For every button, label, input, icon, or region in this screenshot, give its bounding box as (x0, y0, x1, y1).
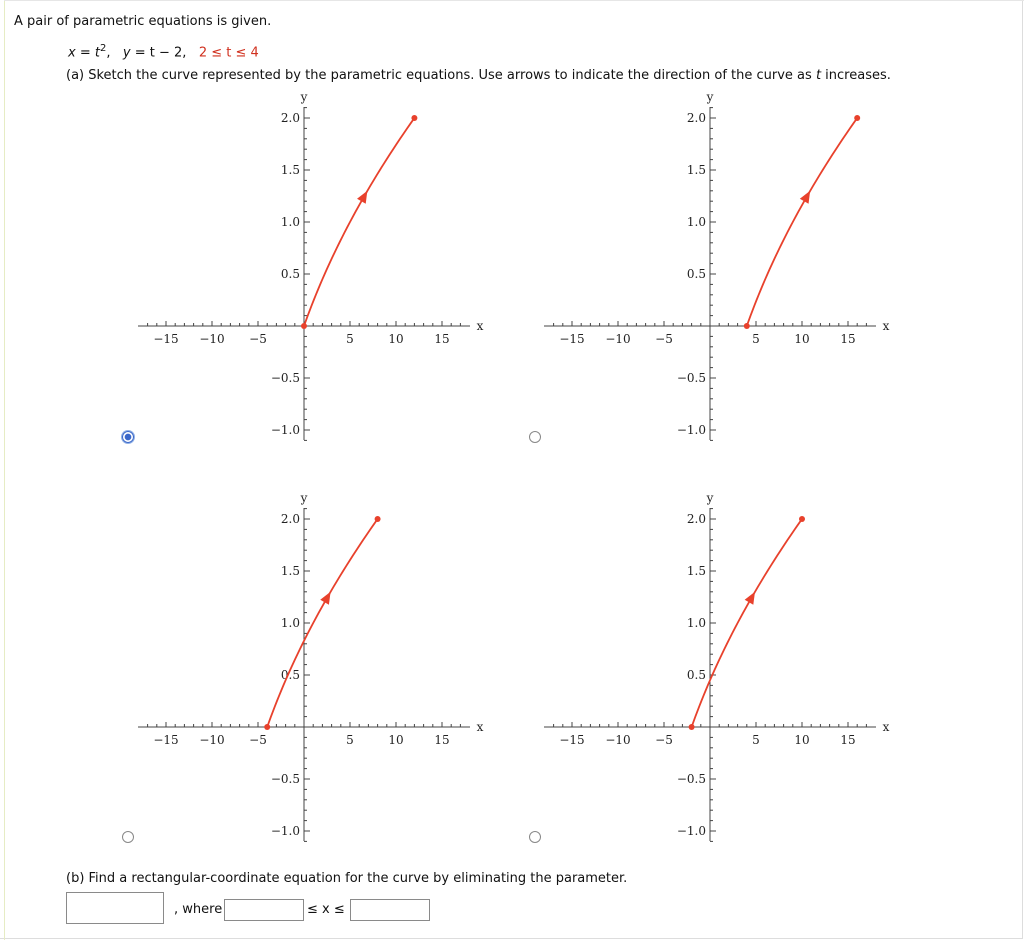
problem-intro: A pair of parametric equations is given. (14, 14, 272, 29)
x-axis-label: x (476, 319, 484, 333)
y-tick-label: −0.5 (676, 371, 706, 385)
x-tick-label: 15 (840, 733, 856, 747)
end-point (375, 516, 381, 522)
x-tick-label: 10 (794, 332, 810, 346)
x-axis-label: x (882, 319, 890, 333)
parametric-equations: $x = t^2$, y = t − 2, 2 ≤ t ≤ 4 (68, 43, 259, 61)
curve (304, 118, 414, 326)
eq-y-lhs: y (122, 45, 131, 61)
y-tick-label: 1.5 (280, 163, 300, 177)
y-tick-label: −1.0 (676, 423, 706, 437)
y-axis-label: y (300, 491, 308, 505)
x-tick-label: 5 (346, 332, 354, 346)
y-tick-label: 1.0 (686, 215, 706, 229)
y-tick-label: −0.5 (270, 371, 300, 385)
leq-label: ≤ x ≤ (307, 902, 345, 917)
x-tick-label: −10 (605, 733, 631, 747)
y-tick-label: −1.0 (270, 423, 300, 437)
y-tick-label: 0.5 (280, 668, 300, 682)
x-tick-label: 5 (752, 332, 760, 346)
y-tick-label: 2.0 (280, 111, 300, 125)
part-a-prompt (66, 68, 891, 83)
part-b-prompt: (b) Find a rectangular-coordinate equation for the curve by eliminating the parameter. (66, 871, 628, 886)
x-tick-label: 10 (388, 733, 404, 747)
graph-option-4 (536, 486, 896, 851)
x-tick-label: 15 (434, 733, 450, 747)
x-upper-bound-input[interactable] (350, 899, 430, 921)
radio-option-2[interactable] (529, 431, 541, 443)
part-a-var: t (815, 68, 822, 83)
x-tick-label: −15 (153, 332, 179, 346)
graph-option-1 (130, 85, 490, 450)
x-tick-label: 15 (434, 332, 450, 346)
y-tick-label: 2.0 (686, 512, 706, 526)
x-axis-label: x (882, 720, 890, 734)
y-tick-label: 0.5 (686, 267, 706, 281)
start-point (264, 724, 270, 730)
y-tick-label: 1.0 (686, 616, 706, 630)
radio-option-1[interactable] (122, 431, 134, 443)
y-tick-label: −1.0 (676, 824, 706, 838)
radio-option-3[interactable] (122, 831, 134, 843)
eq-x-lhs: x (68, 45, 76, 61)
x-tick-label: −10 (605, 332, 631, 346)
graph-option-2 (536, 85, 896, 450)
part-a-text: (a) Sketch the curve represented by the parametric equations. Use arrows to indicate the direction of the curve as (66, 68, 816, 83)
top-divider (4, 0, 1024, 1)
x-tick-label: −10 (199, 332, 225, 346)
y-tick-label: 1.0 (280, 215, 300, 229)
x-tick-label: −15 (559, 733, 585, 747)
eq-x-exponent: 2 (99, 43, 107, 54)
direction-arrow (745, 592, 755, 605)
x-lower-bound-input[interactable] (224, 899, 304, 921)
x-tick-label: 5 (346, 733, 354, 747)
eq-range: 2 ≤ t ≤ 4 (198, 45, 259, 61)
x-tick-label: −5 (655, 332, 673, 346)
x-tick-label: −15 (559, 332, 585, 346)
direction-arrow (357, 191, 367, 204)
y-tick-label: 2.0 (280, 512, 300, 526)
end-point (854, 115, 860, 121)
x-tick-label: 5 (752, 733, 760, 747)
x-tick-label: −5 (655, 733, 673, 747)
left-accent-bar (4, 0, 5, 940)
y-tick-label: 0.5 (280, 267, 300, 281)
x-tick-label: −5 (249, 733, 267, 747)
part-a-end: increases. (821, 68, 891, 83)
direction-arrow (800, 191, 810, 204)
equation-input[interactable] (66, 892, 164, 924)
radio-option-4[interactable] (529, 831, 541, 843)
x-tick-label: 10 (794, 733, 810, 747)
eq-x-rhs: t (94, 45, 100, 61)
x-tick-label: −5 (249, 332, 267, 346)
y-tick-label: 1.5 (686, 564, 706, 578)
start-point (744, 323, 750, 329)
graph-option-3 (130, 486, 490, 851)
end-point (799, 516, 805, 522)
y-axis-label: y (706, 90, 714, 104)
y-tick-label: 1.5 (686, 163, 706, 177)
x-tick-label: 15 (840, 332, 856, 346)
curve (692, 519, 802, 727)
y-tick-label: 0.5 (686, 668, 706, 682)
x-tick-label: −15 (153, 733, 179, 747)
x-tick-label: 10 (388, 332, 404, 346)
x-axis-label: x (476, 720, 484, 734)
eq-y-rhs: t − 2, (149, 45, 187, 61)
start-point (301, 323, 307, 329)
end-point (411, 115, 417, 121)
y-tick-label: −0.5 (270, 772, 300, 786)
y-axis-label: y (300, 90, 308, 104)
y-axis-label: y (706, 491, 714, 505)
where-label: , where (174, 902, 223, 917)
y-tick-label: 2.0 (686, 111, 706, 125)
y-tick-label: −1.0 (270, 824, 300, 838)
curve (747, 118, 857, 326)
x-tick-label: −10 (199, 733, 225, 747)
y-tick-label: 1.0 (280, 616, 300, 630)
y-tick-label: 1.5 (280, 564, 300, 578)
direction-arrow (320, 592, 330, 605)
start-point (689, 724, 695, 730)
y-tick-label: −0.5 (676, 772, 706, 786)
